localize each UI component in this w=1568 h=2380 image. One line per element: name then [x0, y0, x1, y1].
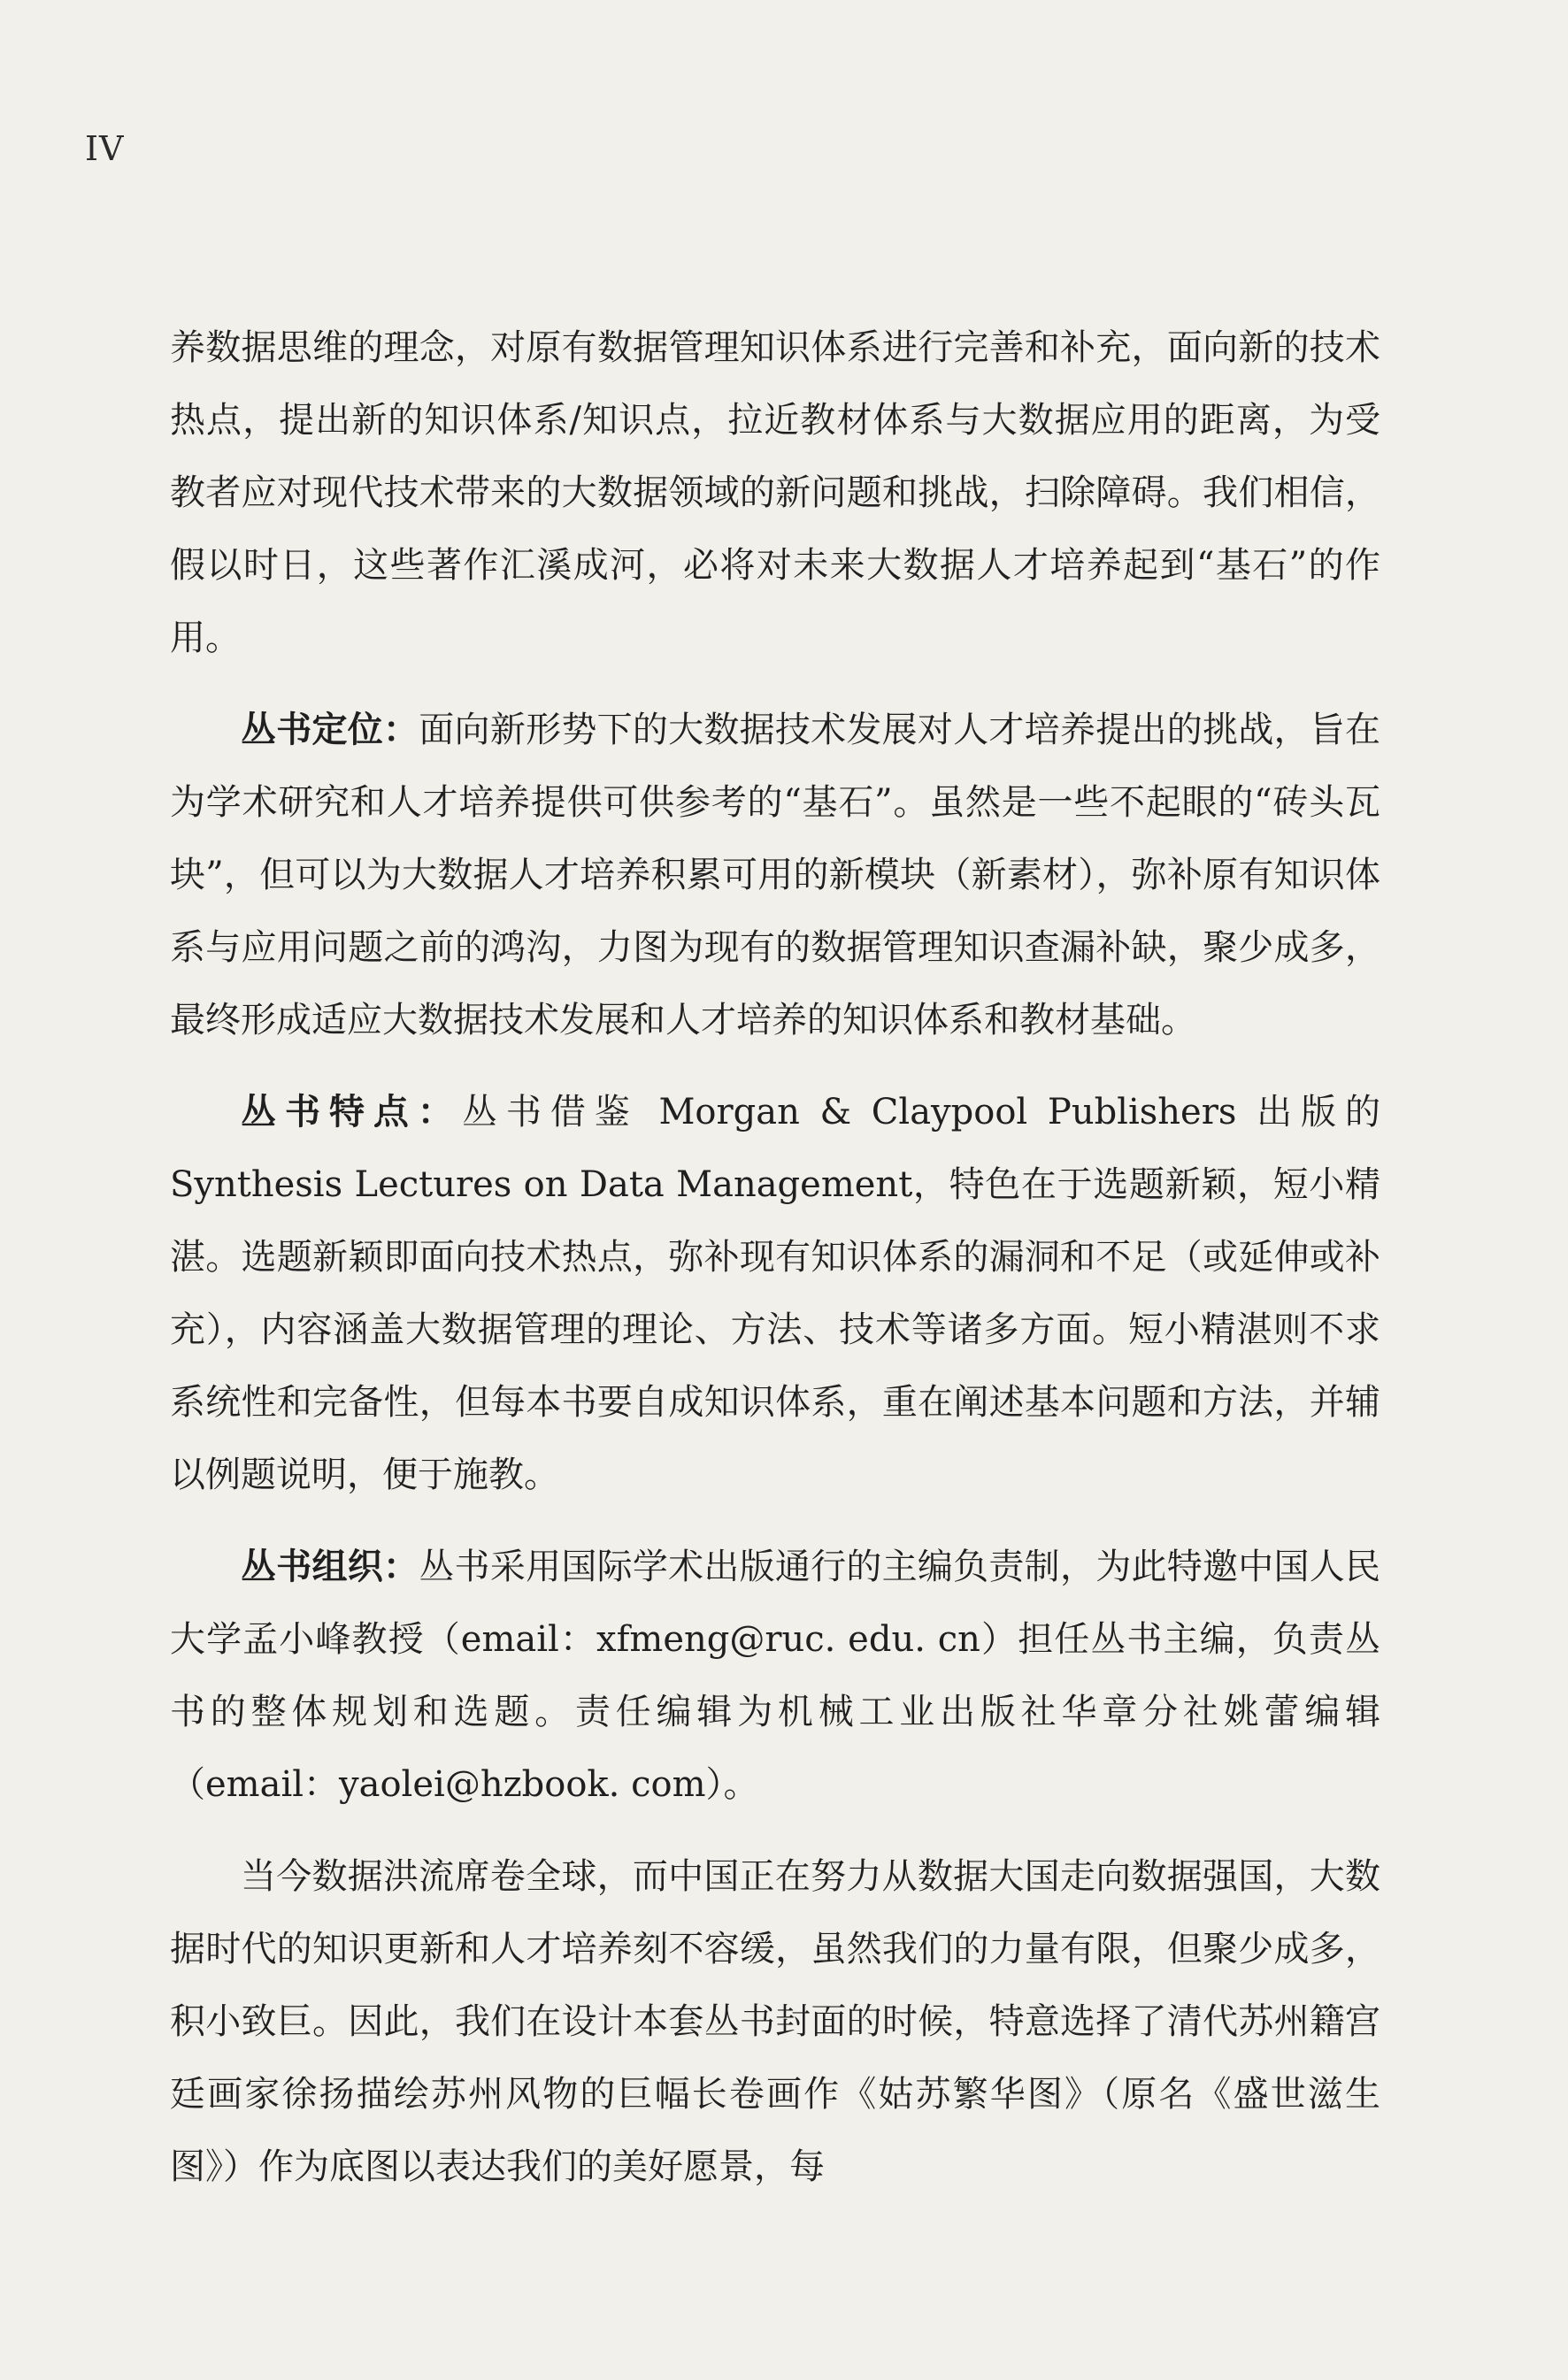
paragraph-series-features — [170, 1076, 1380, 1511]
paragraph-lead: 丛书组织： — [241, 1546, 419, 1587]
paragraph-text: 丛书借鉴 Morgan & Claypool Publishers 出版的 Synthesis Lectures on Data Management，特色在于选题新颖，短小精湛。选题新颖即面向技术热点，弥补现有知识体系的漏洞和不足（或延伸或补充），内容涵盖大数据管理的理论、方法、技术等诸多方面。短小精湛则不求系统性和完备性，但每本书要自成知识体系，重在阐述基本问题和方法，并辅以例题说明，便于施教。 — [170, 1092, 1381, 1495]
paragraph-text: 面向新形势下的大数据技术发展对人才培养提出的挑战，旨在为学术研究和人才培养提供可供参考的“基石”。虽然是一些不起眼的“砖头瓦块”，但可以为大数据人才培养积累可用的新模块（新素材），弥补原有知识体系与应用问题之前的鸿沟，力图为现有的数据管理知识查漏补缺，聚少成多，最终形成适应大数据技术发展和人才培养的知识体系和教材基础。 — [170, 710, 1381, 1040]
paragraph-closing — [170, 1840, 1380, 2203]
paragraph-text: 养数据思维的理念，对原有数据管理知识体系进行完善和补充，面向新的技术热点，提出新的知识体系/知识点，拉近教材体系与大数据应用的距离，为受教者应对现代技术带来的大数据领域的新问题和挑战，扫除障碍。我们相信，假以时日，这些著作汇溪成河，必将对未来大数据人才培养起到“基石”的作用。 — [170, 327, 1380, 658]
paragraph-series-positioning — [170, 694, 1380, 1056]
paragraph-text: 当今数据洪流席卷全球，而中国正在努力从数据大国走向数据强国，大数据时代的知识更新和人才培养刻不容缓，虽然我们的力量有限，但聚少成多，积小致巨。因此，我们在设计本套丛书封面的时候，特意选择了清代苏州籍宫廷画家徐扬描绘苏州风物的巨幅长卷画作《姑苏繁华图》（原名《盛世滋生图》）作为底图以表达我们的美好愿景，每 — [170, 1856, 1380, 2187]
paragraph-continuation — [170, 311, 1380, 674]
paragraph-lead: 丛书定位： — [241, 709, 419, 750]
page-number: IV — [85, 129, 125, 168]
paragraph-lead: 丛书特点： — [241, 1091, 462, 1132]
paragraph-text: 丛书采用国际学术出版通行的主编负责制，为此特邀中国人民大学孟小峰教授（email：xfmeng@ruc. edu. cn）担任丛书主编，负责丛书的整体规划和选题。责任编辑为机械工业出版社华章分社姚蕾编辑（email：yaolei@hzbook. com）。 — [170, 1547, 1381, 1805]
paragraph-series-organization — [170, 1531, 1380, 1821]
body-text — [170, 311, 1380, 2203]
